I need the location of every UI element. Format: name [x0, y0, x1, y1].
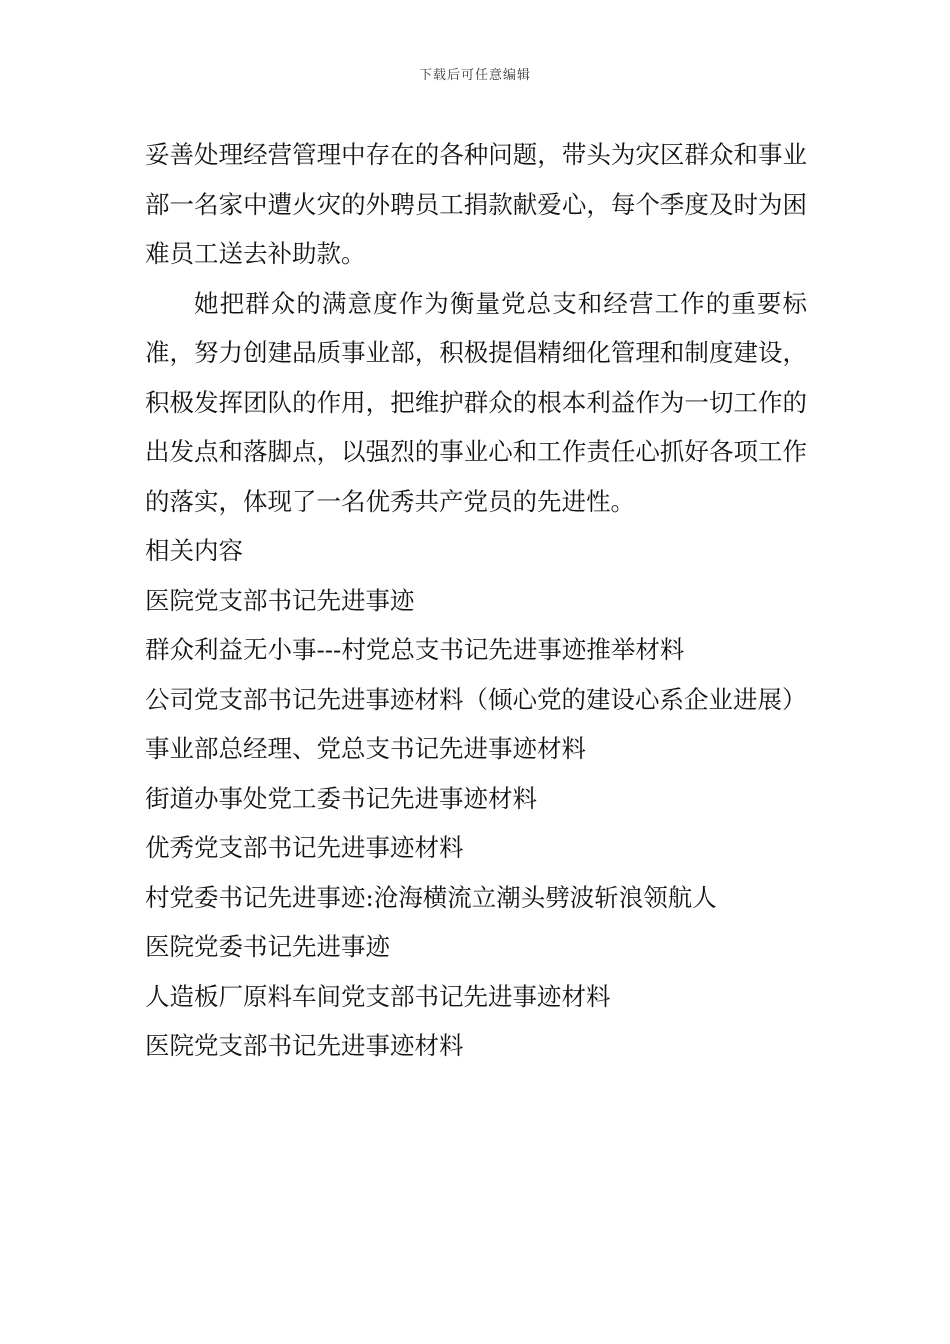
- related-link[interactable]: 群众利益无小事---村党总支书记先进事迹推举材料: [145, 635, 685, 664]
- related-link[interactable]: 优秀党支部书记先进事迹材料: [145, 833, 464, 862]
- page-header-note: 下载后可任意编辑: [418, 68, 531, 83]
- related-link[interactable]: 医院党支部书记先进事迹材料: [145, 1031, 464, 1060]
- related-link[interactable]: 医院党委书记先进事迹: [145, 932, 390, 961]
- related-link[interactable]: 街道办事处党工委书记先进事迹材料: [145, 783, 537, 813]
- related-link[interactable]: 事业部总经理、党总支书记先进事迹材料: [145, 734, 586, 763]
- related-section-title: 相关内容: [145, 536, 243, 565]
- related-link[interactable]: 村党委书记先进事迹:沧海横流立潮头劈波斩浪领航人: [145, 882, 717, 912]
- related-links-list: [145, 576, 807, 1071]
- body-paragraph: 她把群众的满意度作为衡量党总支和经营工作的重要标准，努力创建品质事业部，积极提倡精细化管理和制度建设，积极发挥团队的作用，把维护群众的根本利益作为一切工作的出发点和落脚点，以强烈的事业心和工作责任心抓好各项工作的落实，体现了一名优秀共产党员的先进性。: [145, 288, 807, 516]
- related-link[interactable]: 医院党支部书记先进事迹: [145, 585, 415, 615]
- related-link[interactable]: 公司党支部书记先进事迹材料（倾心党的建设心系企业进展）: [145, 684, 807, 714]
- document-body: [145, 130, 807, 1071]
- body-paragraph: 妥善处理经营管理中存在的各种问题，带头为灾区群众和事业部一名家中遭火灾的外聘员工捐款献爱心，每个季度及时为困难员工送去补助款。: [145, 140, 807, 268]
- related-link[interactable]: 人造板厂原料车间党支部书记先进事迹材料: [145, 981, 611, 1011]
